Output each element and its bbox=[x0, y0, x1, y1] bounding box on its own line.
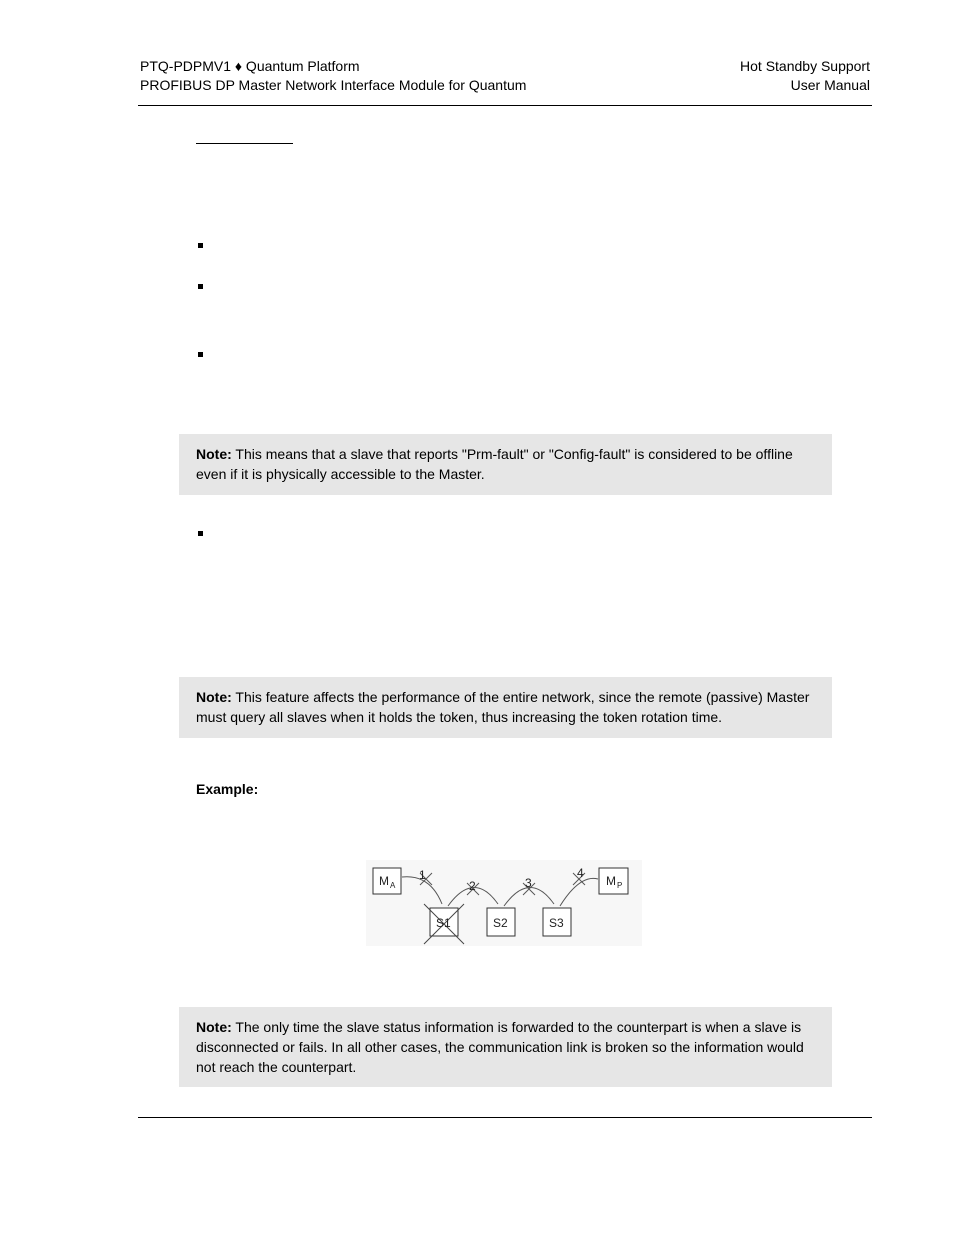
master-active-label: M bbox=[379, 874, 389, 888]
link-number: 3 bbox=[525, 876, 532, 890]
footer-divider bbox=[138, 1117, 872, 1118]
header-doc-type: User Manual bbox=[790, 77, 870, 93]
master-passive-label: M bbox=[606, 874, 616, 888]
note-box bbox=[179, 677, 832, 738]
bullet-marker bbox=[198, 352, 203, 357]
slave-node-s2 bbox=[487, 908, 515, 936]
example-label: Example: bbox=[196, 781, 259, 797]
link-number: 2 bbox=[469, 879, 476, 893]
header-left bbox=[140, 57, 526, 95]
note-box bbox=[179, 434, 832, 495]
bullet-marker bbox=[198, 243, 203, 248]
link-number: 1 bbox=[419, 868, 426, 882]
slave-label: S1 bbox=[436, 916, 451, 930]
slave-node-s3 bbox=[543, 908, 571, 936]
note-label: Note: bbox=[196, 446, 232, 462]
note-text: The only time the slave status information is forwarded to the counterpart is when a slave is disconnected or fails. In all other cases, the communication link is broken so the information would not reach the counterpart. bbox=[196, 1019, 804, 1075]
header-divider bbox=[138, 105, 872, 106]
note-label: Note: bbox=[196, 1019, 232, 1035]
header-right bbox=[740, 57, 870, 95]
header-section-title: Hot Standby Support bbox=[740, 58, 870, 74]
bullet-marker bbox=[198, 284, 203, 289]
header-product-subtitle: PROFIBUS DP Master Network Interface Module for Quantum bbox=[140, 77, 527, 93]
note-text: This means that a slave that reports "Prm-fault" or "Config-fault" is considered to be offline even if it is physically accessible to the Master. bbox=[196, 446, 793, 482]
master-active-sub: A bbox=[390, 881, 396, 890]
link-number: 4 bbox=[577, 866, 584, 880]
bullet-marker bbox=[198, 531, 203, 536]
master-active-node bbox=[373, 868, 401, 894]
redundancy-diagram bbox=[366, 860, 642, 946]
slave-label: S2 bbox=[493, 916, 508, 930]
master-passive-sub: P bbox=[617, 881, 623, 890]
master-passive-node bbox=[599, 868, 628, 894]
slave-label: S3 bbox=[549, 916, 564, 930]
header-product-title: PTQ-PDPMV1 ♦ Quantum Platform bbox=[140, 58, 360, 74]
note-text: This feature affects the performance of the entire network, since the remote (passive) Master must query all slaves when it holds the token, thus increasing the token rotation time. bbox=[196, 689, 810, 725]
section-heading-underline bbox=[196, 143, 293, 144]
note-box bbox=[179, 1007, 832, 1087]
note-label: Note: bbox=[196, 689, 232, 705]
